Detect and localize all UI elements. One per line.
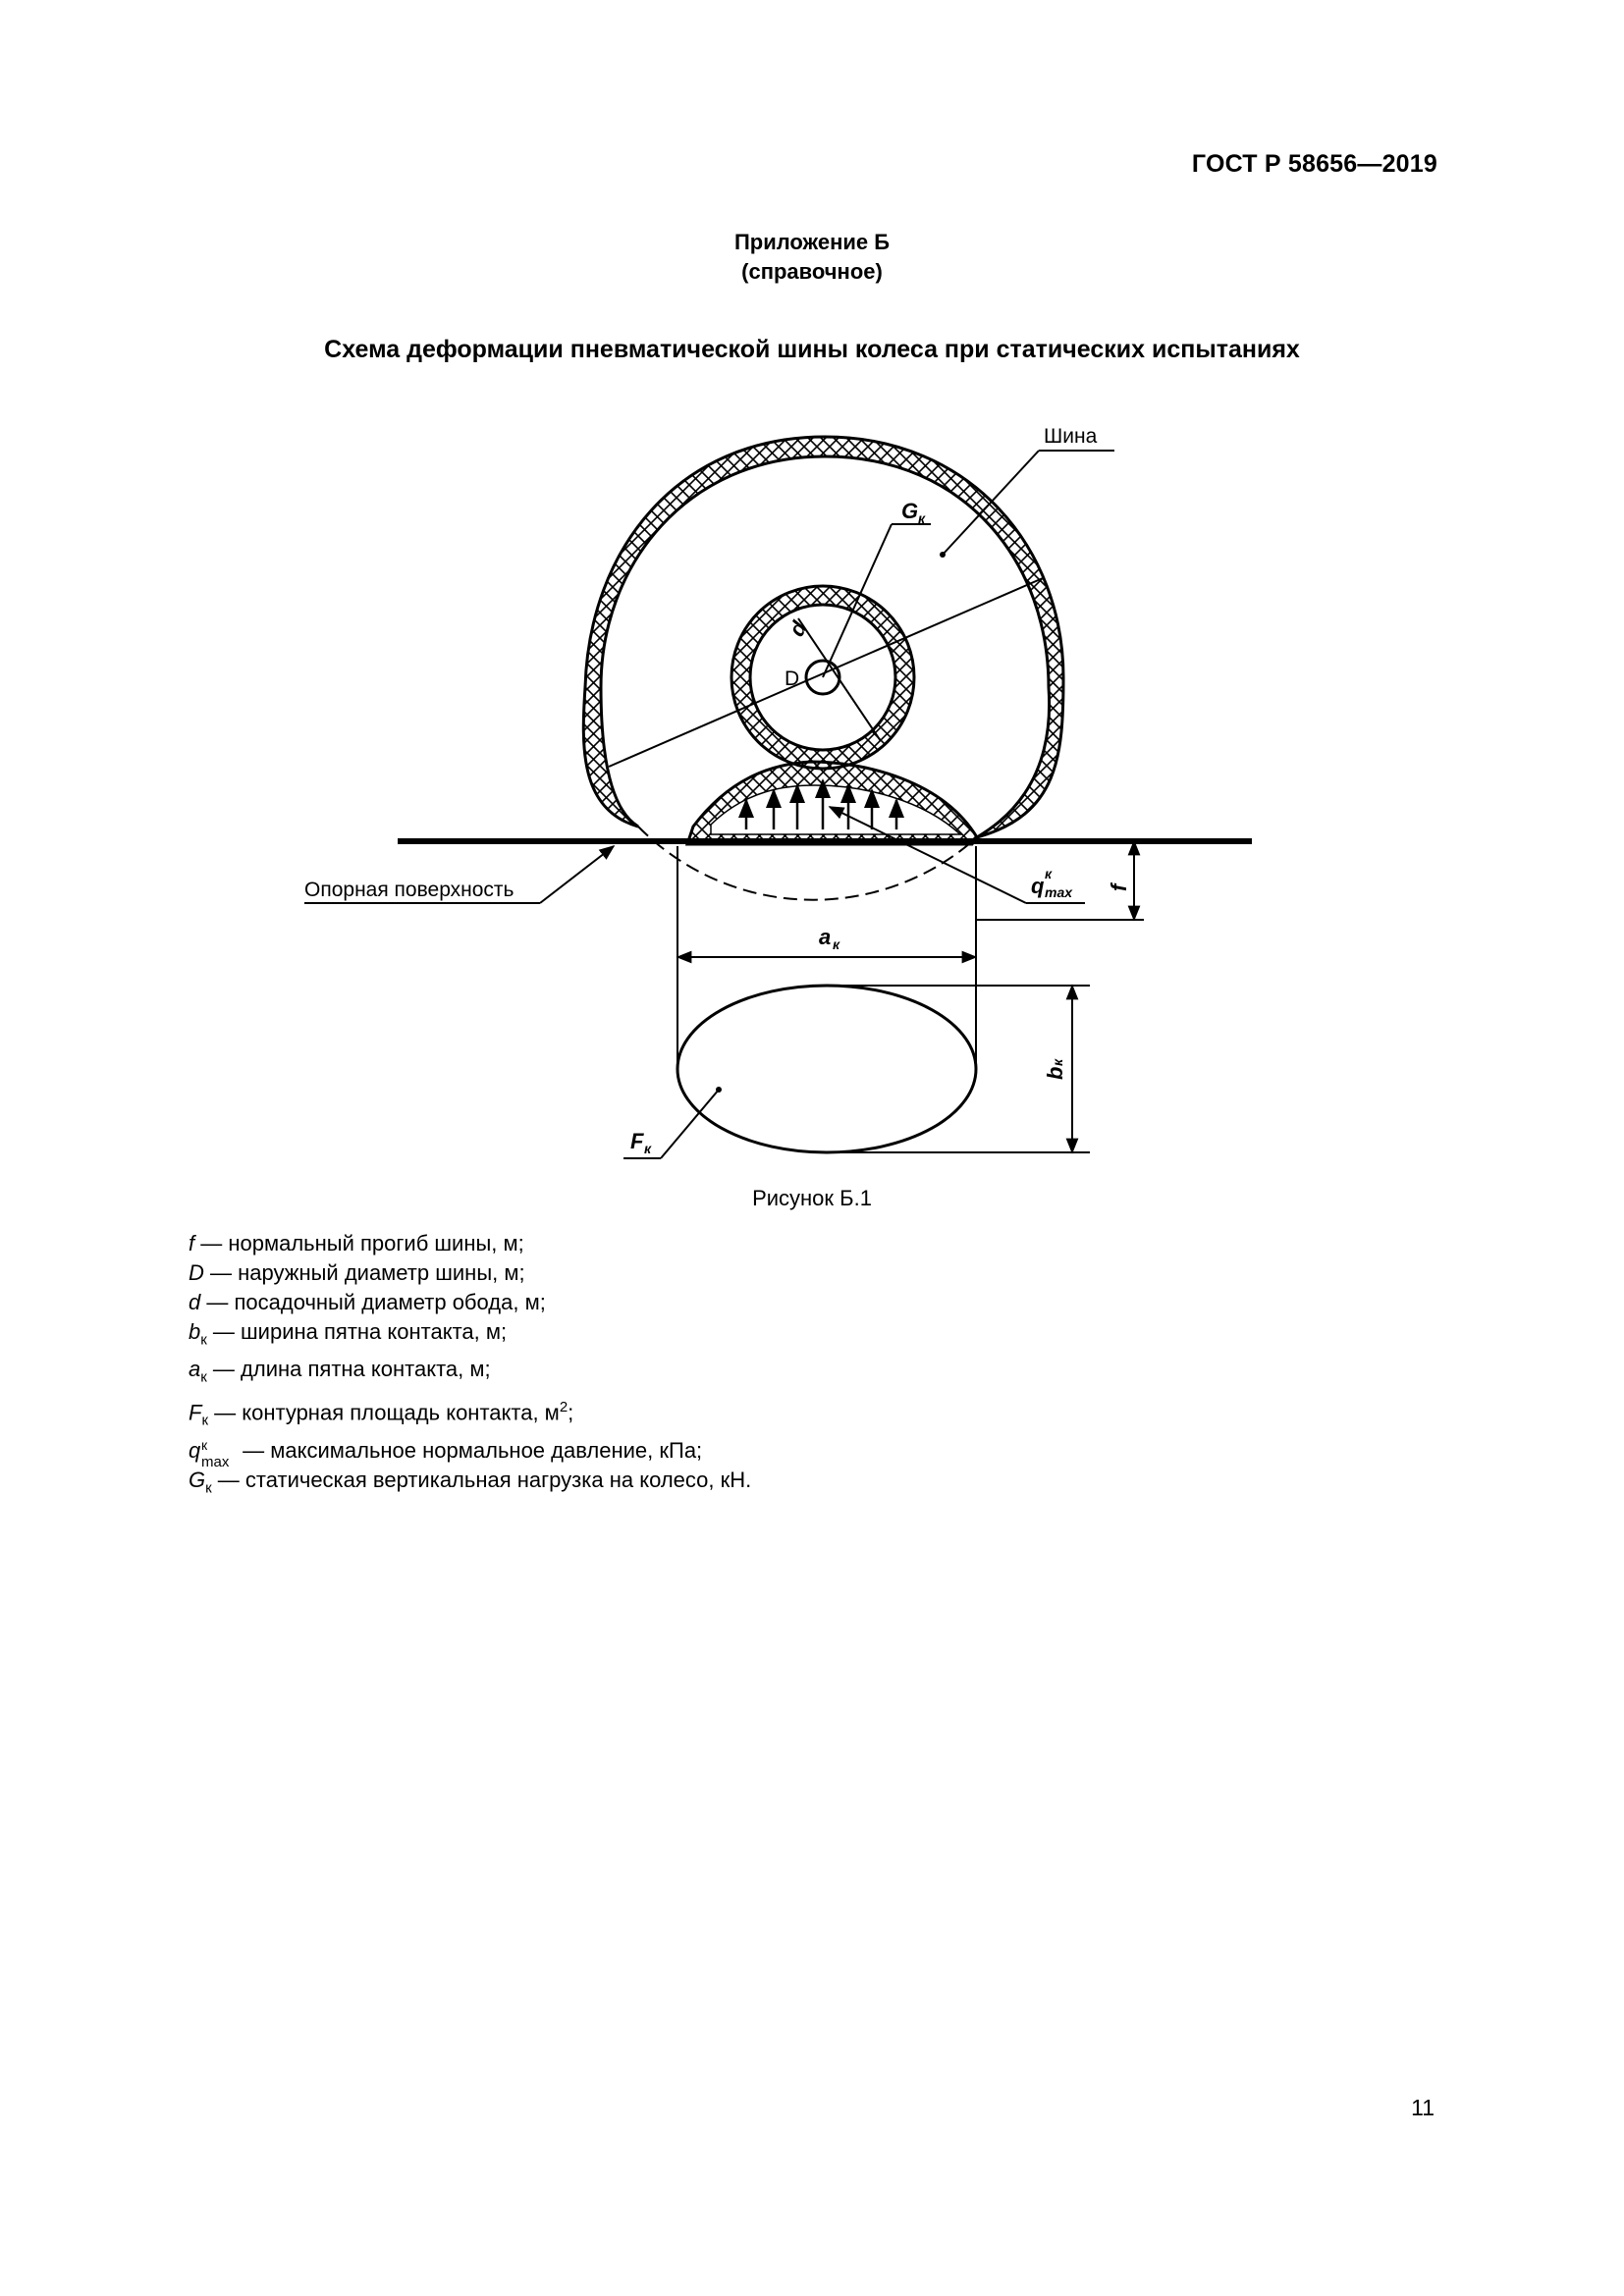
annex-type: (справочное) (741, 259, 883, 284)
standard-designation: ГОСТ Р 58656—2019 (1191, 150, 1437, 178)
load-label: G (901, 499, 919, 523)
legend-item: $F_к$ — контурная площадь контакта, $м^2$; (189, 1398, 574, 1429)
length-label-sub: к (833, 936, 840, 952)
load-label-sub: к (918, 510, 926, 526)
legend-item: $G_к$ — статическая вертикальная нагрузка на колесо, кН. (189, 1467, 752, 1496)
outer-diameter-label: D (785, 667, 800, 690)
pressure-label-sup: к (1045, 866, 1053, 881)
legend-item: D — наружный диаметр шины, м; (189, 1260, 525, 1285)
length-dimension (677, 925, 976, 957)
legend-item: d — посадочный диаметр обода, м; (189, 1290, 546, 1314)
legend-item: q к max — максимальное нормальное давление, кПа; (189, 1436, 703, 1470)
area-label-sub: к (644, 1141, 652, 1156)
annex-title: Приложение Б (733, 230, 891, 254)
tire-label: Шина (1044, 425, 1098, 448)
pressure-label: q (1031, 874, 1045, 898)
section-title: Схема деформации пневматической шины колеса при статических испытаниях (324, 336, 1300, 363)
page-number: 11 (1411, 2095, 1435, 2120)
inner-diameter-label: d (784, 616, 812, 641)
contact-patch-ellipse (677, 986, 976, 1152)
figure-caption: Рисунок Б.1 (752, 1186, 872, 1210)
area-label: F (630, 1129, 644, 1153)
legend-item: f — нормальный прогиб шины, м; (189, 1231, 524, 1255)
deflection-label: f (1107, 883, 1131, 891)
support-surface-label: Опорная поверхность (304, 879, 514, 901)
pressure-label-sub: max (1045, 884, 1073, 900)
deflection-dimension (977, 841, 1144, 920)
width-label-sub: к (1050, 1058, 1065, 1066)
width-label: b (1043, 1066, 1067, 1080)
symbols-legend (189, 1229, 751, 1503)
contact-patch-hatch (687, 762, 977, 844)
legend-item: $b_к$ — ширина пятна контакта, м; (189, 1319, 508, 1349)
length-label: a (819, 925, 832, 949)
legend-item: $a_к$ — длина пятна контакта, м; (189, 1357, 491, 1386)
